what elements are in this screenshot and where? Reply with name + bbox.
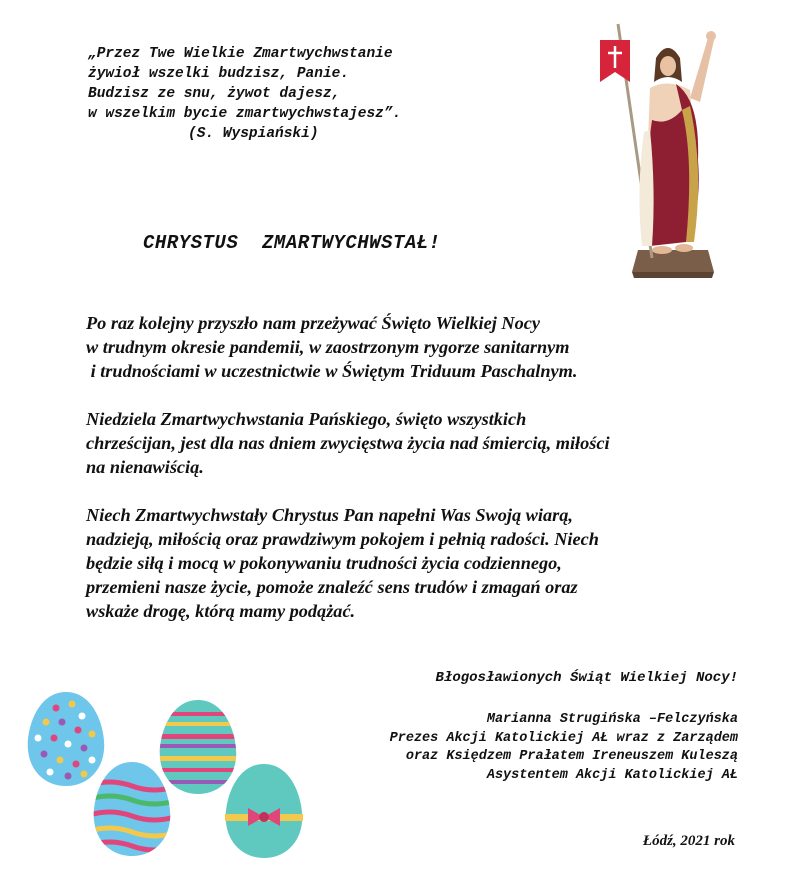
bow-egg-icon <box>225 764 303 858</box>
paragraph-line: Niedziela Zmartwychwstania Pańskiego, święto wszystkich <box>86 409 527 429</box>
paragraph-line: wskaże drogę, którą mamy podążać. <box>86 601 356 621</box>
place-date: Łódź, 2021 rok <box>642 833 735 849</box>
striped-egg-icon <box>150 700 250 794</box>
poem-line: Budzisz ze snu, żywot dajesz, <box>88 86 341 102</box>
paragraph-line: Niech Zmartwychwstały Chrystus Pan napełni Was Swoją wiarą, <box>86 505 573 525</box>
paragraph-line: przemieni nasze życie, pomoże znaleźć sens trudów i zmagań oraz <box>86 577 578 597</box>
poem-line: „Przez Twe Wielkie Zmartwychwstanie <box>88 46 393 62</box>
signature-line: oraz Księdzem Prałatem Ireneuszem Kuleszą <box>405 749 738 765</box>
dotted-egg-icon <box>28 692 104 786</box>
greeting-title: CHRYSTUS ZMARTWYCHWSTAŁ! <box>143 232 441 254</box>
poem-line: żywioł wszelki budzisz, Panie. <box>88 66 350 82</box>
poem-line: w wszelkim bycie zmartwychwstajesz”. <box>88 106 402 122</box>
paragraph-line: w trudnym okresie pandemii, w zaostrzonym rygorze sanitarnym <box>86 337 570 357</box>
signature-line: Asystentem Akcji Katolickiej AŁ <box>486 768 738 784</box>
paragraph <box>86 503 726 623</box>
body-text <box>86 311 726 647</box>
risen-christ-statue-icon <box>590 10 730 280</box>
poem-author: (S. Wyspiański) <box>188 126 319 142</box>
paragraph-line: chrześcijan, jest dla nas dniem zwycięstwa życia nad śmiercią, miłości <box>86 433 610 453</box>
paragraph <box>86 311 726 383</box>
signature-line: Marianna Strugińska –Felczyńska <box>486 712 738 727</box>
poem-quote <box>88 44 401 144</box>
signature <box>390 711 738 786</box>
paragraph-line: na nienawiścią. <box>86 457 204 477</box>
paragraph-line: i trudnościami w uczestnictwie w Świętym Triduum Paschalnym. <box>86 361 578 381</box>
wavy-egg-icon <box>86 762 178 856</box>
easter-eggs-icon <box>20 680 310 870</box>
easter-wishes: Błogosławionych Świąt Wielkiej Nocy! <box>435 670 738 686</box>
paragraph-line: Po raz kolejny przyszło nam przeżywać Święto Wielkiej Nocy <box>86 313 540 333</box>
paragraph-line: nadzieją, miłością oraz prawdziwym pokojem i pełnią radości. Niech <box>86 529 599 549</box>
paragraph <box>86 407 726 479</box>
signature-line: Prezes Akcji Katolickiej AŁ wraz z Zarządem <box>389 730 738 746</box>
paragraph-line: będzie siłą i mocą w pokonywaniu trudności życia codziennego, <box>86 553 562 573</box>
